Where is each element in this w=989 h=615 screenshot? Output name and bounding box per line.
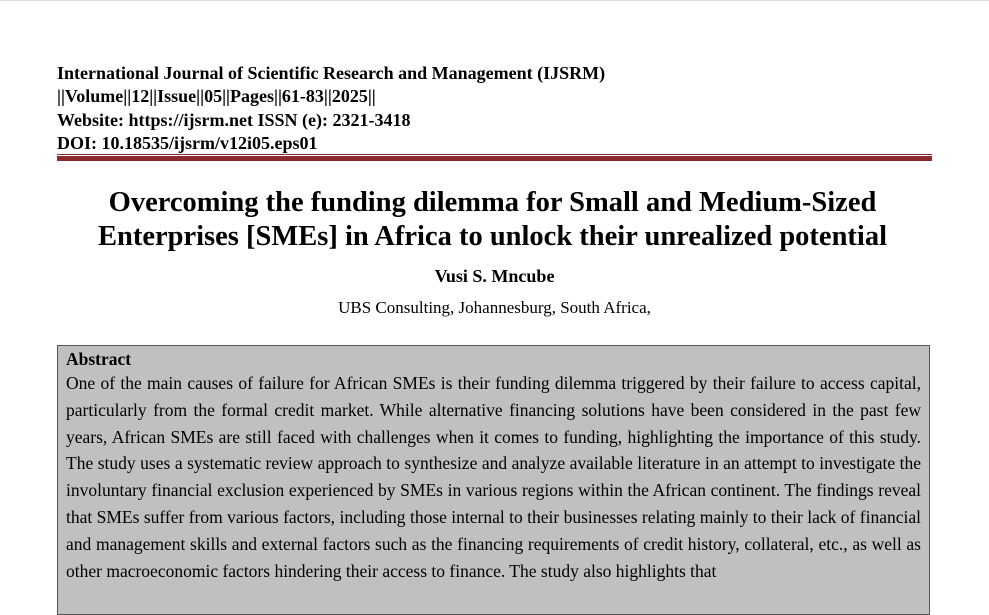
abstract-box <box>57 345 930 615</box>
abstract-heading: Abstract <box>66 349 132 369</box>
header-divider-thick <box>57 156 932 161</box>
journal-issue-info: ||Volume||12||Issue||05||Pages||61-83||2025|| <box>57 86 376 107</box>
paper-title: Overcoming the funding dilemma for Small and Medium-Sized Enterprises [SMEs] in Africa to unlock their unrealized potential <box>97 187 887 252</box>
journal-website-issn: Website: https://ijsrm.net ISSN (e): 2321-3418 <box>57 109 411 130</box>
author-affiliation: UBS Consulting, Johannesburg, South Africa, <box>338 298 651 317</box>
header-divider-thin <box>57 154 932 155</box>
abstract-text: One of the main causes of failure for African SMEs is their funding dilemma triggered by their failure to access capital, particularly from the formal credit market. While alternative financing solutions have been considered in the past few years, African SMEs are still faced with challenges when it comes to funding, highlighting the importance of this study. The study uses a systematic review approach to synthesize and analyze available literature in an attempt to investigate the involuntary financial exclusion experienced by SMEs in various regions within the African continent. The findings reveal that SMEs suffer from various factors, including those internal to their businesses relating mainly to their lack of financial and management skills and external factors such as the financing requirements of credit history, collateral, etc., as well as other macroeconomic factors hindering their access to finance. The study also highlights that <box>66 373 921 581</box>
journal-name: International Journal of Scientific Research and Management (IJSRM) <box>57 63 606 83</box>
journal-doi: DOI: 10.18535/ijsrm/v12i05.eps01 <box>57 132 318 153</box>
author-name: Vusi S. Mncube <box>434 266 555 286</box>
journal-header <box>57 62 932 155</box>
page-top-border <box>0 0 989 1</box>
